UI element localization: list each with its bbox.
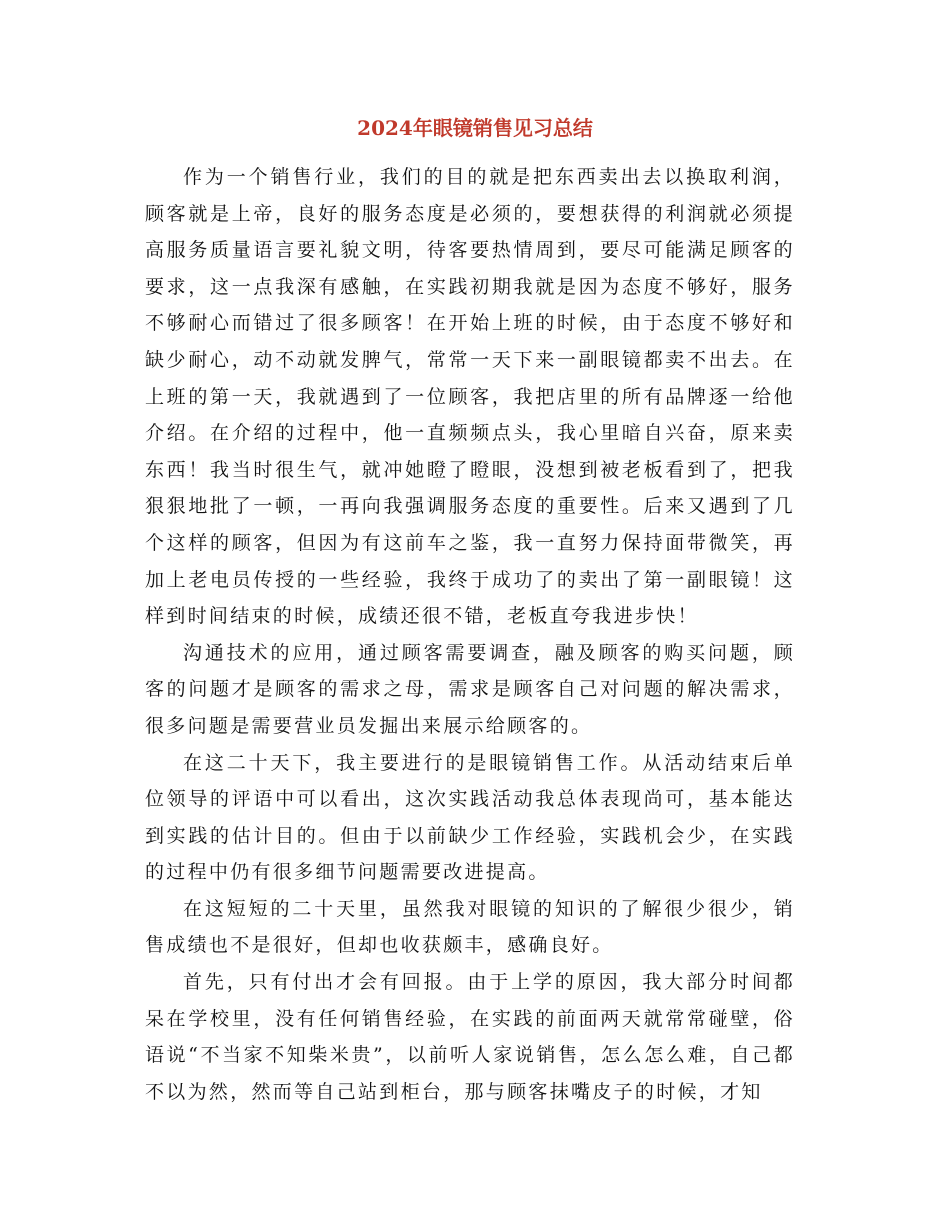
document-title: 2024年眼镜销售见习总结: [357, 116, 593, 140]
paragraph-4: 在这短短的二十天里，虽然我对眼镜的知识的了解很少很少，销售成绩也不是很好，但却也收获颇丰，感确良好。: [145, 897, 795, 957]
paragraph-2: 沟通技术的应用，通过顾客需要调查，融及顾客的购买问题，顾客的问题才是顾客的需求之母，需求是顾客自己对问题的解决需求，很多问题是需要营业员发掘出来展示给顾客的。: [145, 641, 795, 737]
paragraph-3: 在这二十天下，我主要进行的是眼镜销售工作。从活动结束后单位领导的评语中可以看出，这次实践活动我总体表现尚可，基本能达到实践的估计目的。但由于以前缺少工作经验，实践机会少，在实践的过程中仍有很多细节问题需要改进提高。: [145, 751, 795, 884]
paragraph-1: 作为一个销售行业，我们的目的就是把东西卖出去以换取利润，顾客就是上帝，良好的服务态度是必须的，要想获得的利润就必须提高服务质量语言要礼貌文明，待客要热情周到，要尽可能满足顾客的要求，这一点我深有感触，在实践初期我就是因为态度不够好，服务不够耐心而错过了很多顾客！在开始上班的时候，由于态度不够好和缺少耐心，动不动就发脾气，常常一天下来一副眼镜都卖不出去。在上班的第一天，我就遇到了一位顾客，我把店里的所有品牌逐一给他介绍。在介绍的过程中，他一直频频点头，我心里暗自兴奋，原来卖东西！我当时很生气，就冲她瞪了瞪眼，没想到被老板看到了，把我狠狠地批了一顿，一再向我强调服务态度的重要性。后来又遇到了几个这样的顾客，但因为有这前车之鉴，我一直努力保持面带微笑，再加上老电员传授的一些经验，我终于成功了的卖出了第一副眼镜！这样到时间结束的时候，成绩还很不错，老板直夸我进步快！: [145, 166, 795, 628]
paragraph-5: 首先，只有付出才会有回报。由于上学的原因，我大部分时间都呆在学校里，没有任何销售经验，在实践的前面两天就常常碰壁，俗语说“不当家不知柴米贵”，以前听人家说销售，怎么怎么难，自己都不以为然，然而等自己站到柜台，那与顾客抹嘴皮子的时候，才知: [145, 971, 795, 1103]
document-body: [145, 159, 795, 1110]
